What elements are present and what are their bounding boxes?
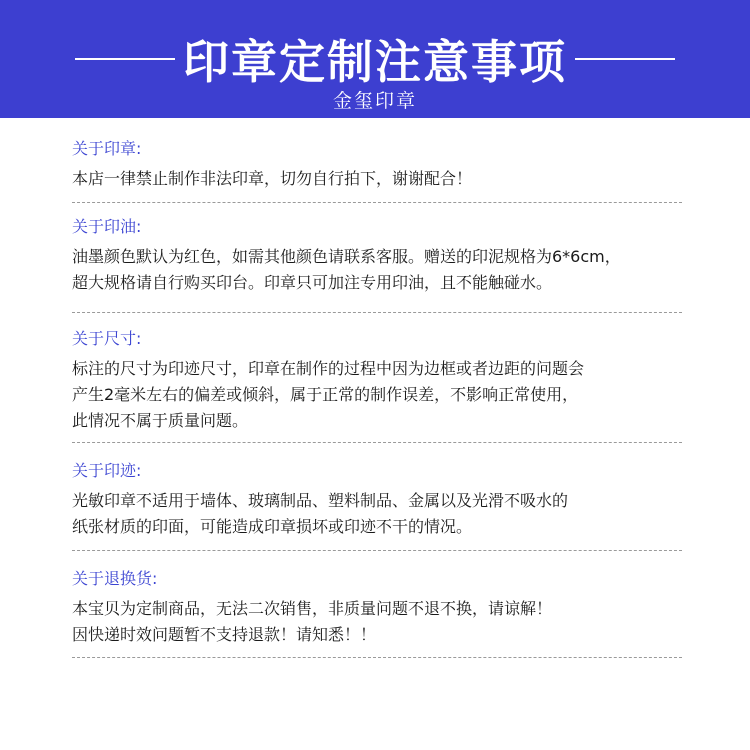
section-line: 因快递时效问题暂不支持退款！请知悉！！ [72, 625, 377, 644]
section-heading: 关于印迹: [72, 461, 142, 480]
divider [72, 442, 682, 443]
section-heading: 关于退换货: [72, 569, 158, 588]
title-row [0, 26, 750, 92]
section-line: 标注的尺寸为印迹尺寸，印章在制作的过程中因为边框或者边距的问题会 [72, 359, 585, 378]
section-seal [72, 138, 684, 192]
section-line: 光敏印章不适用于墙体、玻璃制品、塑料制品、金属以及光滑不吸水的 [72, 491, 569, 510]
divider [72, 312, 682, 313]
section-body [72, 596, 684, 648]
section-line: 本店一律禁止制作非法印章，切勿自行拍下，谢谢配合！ [72, 169, 473, 188]
divider [72, 202, 682, 203]
section-heading: 关于印章: [72, 139, 142, 158]
header-banner [0, 0, 750, 118]
divider [72, 550, 682, 551]
section-line: 产生2毫米左右的偏差或倾斜，属于正常的制作误差，不影响正常使用， [72, 385, 579, 404]
page-title: 印章定制注意事项 [183, 35, 567, 89]
section-line: 超大规格请自行购买印台。印章只可加注专用印油，且不能触碰水。 [72, 273, 553, 292]
section-body [72, 488, 684, 540]
section-ink [72, 216, 684, 296]
section-heading: 关于尺寸: [72, 329, 142, 348]
section-body [72, 244, 684, 296]
section-imprint [72, 460, 684, 540]
shop-name: 金玺印章 [332, 90, 417, 112]
section-line: 本宝贝为定制商品，无法二次销售，非质量问题不退不换，请谅解！ [72, 599, 553, 618]
title-left-rule [75, 58, 175, 60]
section-heading: 关于印油: [72, 217, 142, 236]
section-line: 此情况不属于质量问题。 [72, 411, 249, 430]
section-line: 油墨颜色默认为红色，如需其他颜色请联系客服。赠送的印泥规格为6*6cm， [72, 247, 621, 266]
title-right-rule [575, 58, 675, 60]
section-body [72, 166, 684, 192]
section-size [72, 328, 684, 434]
section-line: 纸张材质的印面，可能造成印章损坏或印迹不干的情况。 [72, 517, 473, 536]
section-body [72, 356, 684, 434]
divider [72, 657, 682, 658]
section-returns [72, 568, 684, 648]
